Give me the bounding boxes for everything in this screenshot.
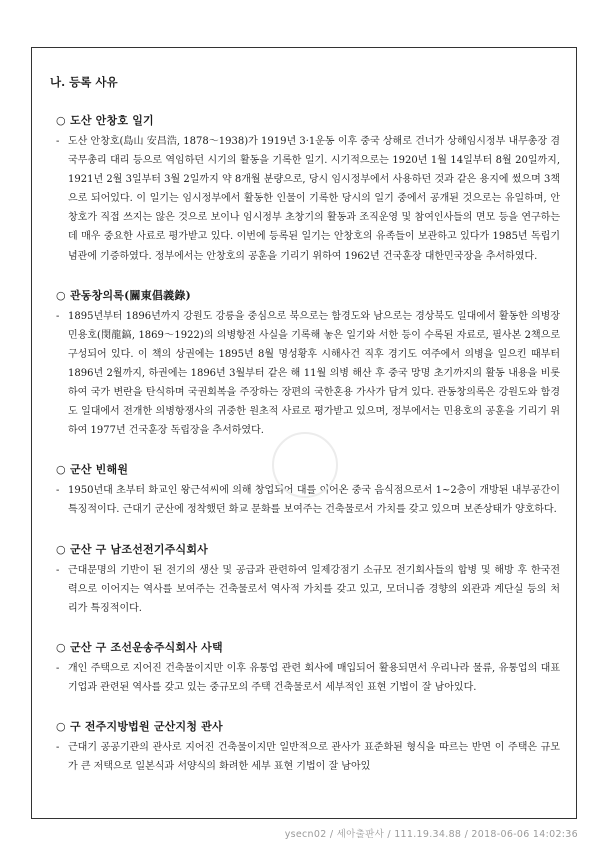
entry-title — [56, 718, 560, 734]
dash-marker: - — [56, 485, 60, 497]
entry-southern-joseon-electric — [50, 541, 560, 618]
entry-body — [50, 307, 560, 441]
dash-marker: - — [56, 136, 60, 147]
dash-marker: - — [56, 662, 60, 674]
entry-body-text: 근대기 공공기관의 관사로 지어진 건축물이지만 일반적으로 관사가 표준화된 형식을 따르는 반면 이 주택은 규모가 큰 저택으로 일본식과 서양식의 화려한 세부 표현 기법이 잘 남아있 — [68, 741, 560, 773]
entry-title-text: 군산 빈해원 — [70, 463, 129, 477]
entry-title — [56, 541, 560, 557]
circle-bullet-icon: ○ — [56, 640, 66, 654]
circle-bullet-icon: ○ — [56, 288, 66, 302]
entry-title-text: 도산 안창호 일기 — [70, 114, 154, 127]
circle-bullet-icon: ○ — [56, 719, 66, 733]
entry-title-text: 군산 구 조선운송주식회사 사택 — [70, 640, 223, 654]
circle-bullet-icon: ○ — [56, 114, 66, 127]
footer-stamp: ysecn02 / 세아출판사 / 111.19.34.88 / 2018-06-06 14:02:36 — [284, 829, 578, 840]
seal-watermark-icon — [272, 432, 338, 498]
entry-ahn-changho-diary — [50, 112, 560, 266]
entry-gwandong-changuirok — [50, 287, 560, 441]
circle-bullet-icon: ○ — [56, 463, 66, 477]
entry-title-text: 관동창의록(關東倡義錄) — [70, 288, 191, 302]
dash-marker: - — [56, 564, 60, 576]
entry-body-text: 근대문명의 기반이 된 전기의 생산 및 공급과 관련하여 일제강점기 소규모 전기회사들의 합병 및 해방 후 한국전력으로 이어지는 역사를 보여주는 건축물로서 역사적 가치를 갖고 있고, 모더니즘 경향의 외관과 계단실 등의 처리가 특징적이다. — [68, 564, 560, 614]
entry-body-text: 1950년대 초부터 화교인 왕근석씨에 의해 창업되어 대를 이어온 중국 음식점으로서 1~2층이 개방된 내부공간이 특징적이다. 근대기 군산에 정착했던 화교 문화를 보여주는 건축물로서 가치를 갖고 있으며 보존상태가 양호하다. — [68, 485, 560, 516]
entry-body — [50, 738, 560, 776]
entry-body-text: 도산 안창호(島山 安昌浩, 1878～1938)가 1919년 3·1운동 이후 중국 상해로 건너가 상해임시정부 내무총장 겸 국무총리 대리 등으로 역임하던 시기의 활동을 기록한 일기. 시기적으로는 1920년 1월 14일부터 8월 20일까지, 1921년 2월 3일부터 3월 2일까지 약 8개월 분량으로, 당시 임시정부에서 사용하던 것과 같은 용지에 썼으며 3책으로 되어있다. 이 일기는 임시정부에서 활동한 인물이 기록한 당시의 일기 중에서 공개된 것으로는 유일하며, 안창호가 직접 쓰지는 않은 것으로 보이나 임시정부 초창기의 활동과 조직운영 및 참여인사들의 면모 등을 연구하는데 매우 중요한 사료로 평가받고 있다. 이번에 등록된 일기는 안창호의 유족들이 보관하고 있다가 1985년 독립기념관에 기증하였다. 정부에서는 안창호의 공훈을 기리기 위하여 1962년 건국훈장 대한민국장을 추서하였다. — [68, 136, 560, 262]
circle-bullet-icon: ○ — [56, 542, 66, 556]
dash-marker: - — [56, 741, 60, 753]
entry-title — [56, 112, 560, 128]
entry-body-text: 개인 주택으로 지어진 건축물이지만 이후 유통업 관련 회사에 매입되어 활용되면서 우리나라 물류, 유통업의 대표 기업과 관련된 역사를 갖고 있는 중규모의 주택 건축물로서 세부적인 표현 기법이 잘 남아있다. — [68, 662, 560, 693]
entry-body — [50, 659, 560, 697]
entry-body-text: 1895년부터 1896년까지 강원도 강릉을 중심으로 북으로는 함경도와 남으로는 경상북도 일대에서 활동한 의병장 민용호(閔龍鎬, 1869～1922)의 의병항전 사실을 기록해 놓은 일기와 서한 등이 수록된 자료로, 필사본 2책으로 구성되어 있다. 이 책의 상권에는 1895년 8월 명성황후 시해사건 직후 경기도 여주에서 의병을 일으킨 때부터 1896년 2월까지, 하권에는 1896년 3월부터 같은 해 11월 의병 해산 후 중국 망명 초기까지의 활동 내용을 비롯하여 국가 변란을 탄식하며 국권회복을 주장하는 장편의 국한혼용 가사가 담겨 있다. 관동창의록은 강원도와 함경도 일대에서 전개한 의병항쟁사의 귀중한 원초적 사료로 평가받고 있으며, 정부에서는 민용호의 공훈을 기리기 위하여 1977년 건국훈장 독립장을 추서하였다. — [68, 310, 560, 437]
section-title: 나. 등록 사유 — [50, 75, 118, 89]
entry-title-text: 군산 구 남조선전기주식회사 — [70, 542, 208, 556]
entry-title-text: 구 전주지방법원 군산지청 관사 — [70, 719, 223, 733]
entry-body — [50, 132, 560, 266]
entry-joseon-transport-residence — [50, 639, 560, 697]
entry-title — [56, 639, 560, 655]
dash-marker: - — [56, 310, 60, 322]
entry-title — [56, 287, 560, 303]
entry-jeonju-court-residence — [50, 718, 560, 776]
entry-body — [50, 561, 560, 618]
